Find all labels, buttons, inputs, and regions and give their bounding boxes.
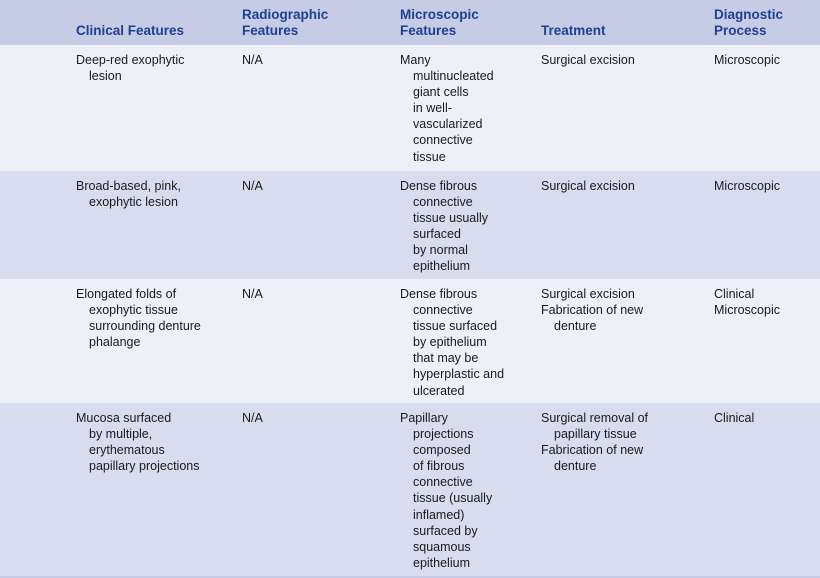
cell-clinical-features: Mucosa surfaced by multiple, erythematous papillary projections xyxy=(76,411,200,474)
cell-microscopic-features: Papillary projections composed of fibrous connective tissue (usually inflamed) surfaced by squamous epithelium xyxy=(400,411,493,570)
cell-diagnostic-process: Microscopic xyxy=(714,53,780,67)
cell-radiographic-features: N/A xyxy=(242,287,263,301)
header-radiographic-features: Radiographic Features xyxy=(242,7,329,38)
cell-clinical-features: Broad-based, pink, exophytic lesion xyxy=(76,179,181,210)
cell-microscopic-features: Many multinucleated giant cells in well- vascularized connective tissue xyxy=(400,53,494,164)
cell-radiographic-features: N/A xyxy=(242,53,263,67)
table-row xyxy=(0,45,820,171)
cell-radiographic-features: N/A xyxy=(242,411,263,425)
cell-treatment: Surgical excision xyxy=(541,179,635,193)
table-row xyxy=(0,403,820,576)
header-treatment: Treatment xyxy=(541,23,606,38)
table-row xyxy=(0,279,820,403)
cell-treatment: Surgical removal of papillary tissue Fabrication of new denture xyxy=(541,411,648,474)
cell-clinical-features: Elongated folds of exophytic tissue surrounding denture phalange xyxy=(76,287,201,350)
cell-treatment: Surgical excision xyxy=(541,53,635,67)
cell-clinical-features: Deep-red exophytic lesion xyxy=(76,53,185,84)
table-header xyxy=(0,0,820,45)
cell-diagnostic-process: Clinical Microscopic xyxy=(714,287,780,318)
table-row xyxy=(0,171,820,279)
cell-diagnostic-process: Microscopic xyxy=(714,179,780,193)
header-diagnostic-process: Diagnostic Process xyxy=(714,7,784,38)
cell-radiographic-features: N/A xyxy=(242,179,263,193)
cell-diagnostic-process: Clinical xyxy=(714,411,755,425)
header-microscopic-features: Microscopic Features xyxy=(400,7,479,38)
cell-treatment: Surgical excision Fabrication of new denture xyxy=(541,287,644,334)
cell-microscopic-features: Dense fibrous connective tissue usually surfaced by normal epithelium xyxy=(400,179,489,274)
cell-microscopic-features: Dense fibrous connective tissue surfaced by epithelium that may be hyperplastic and ulcerated xyxy=(400,287,505,398)
header-clinical-features: Clinical Features xyxy=(76,23,185,38)
